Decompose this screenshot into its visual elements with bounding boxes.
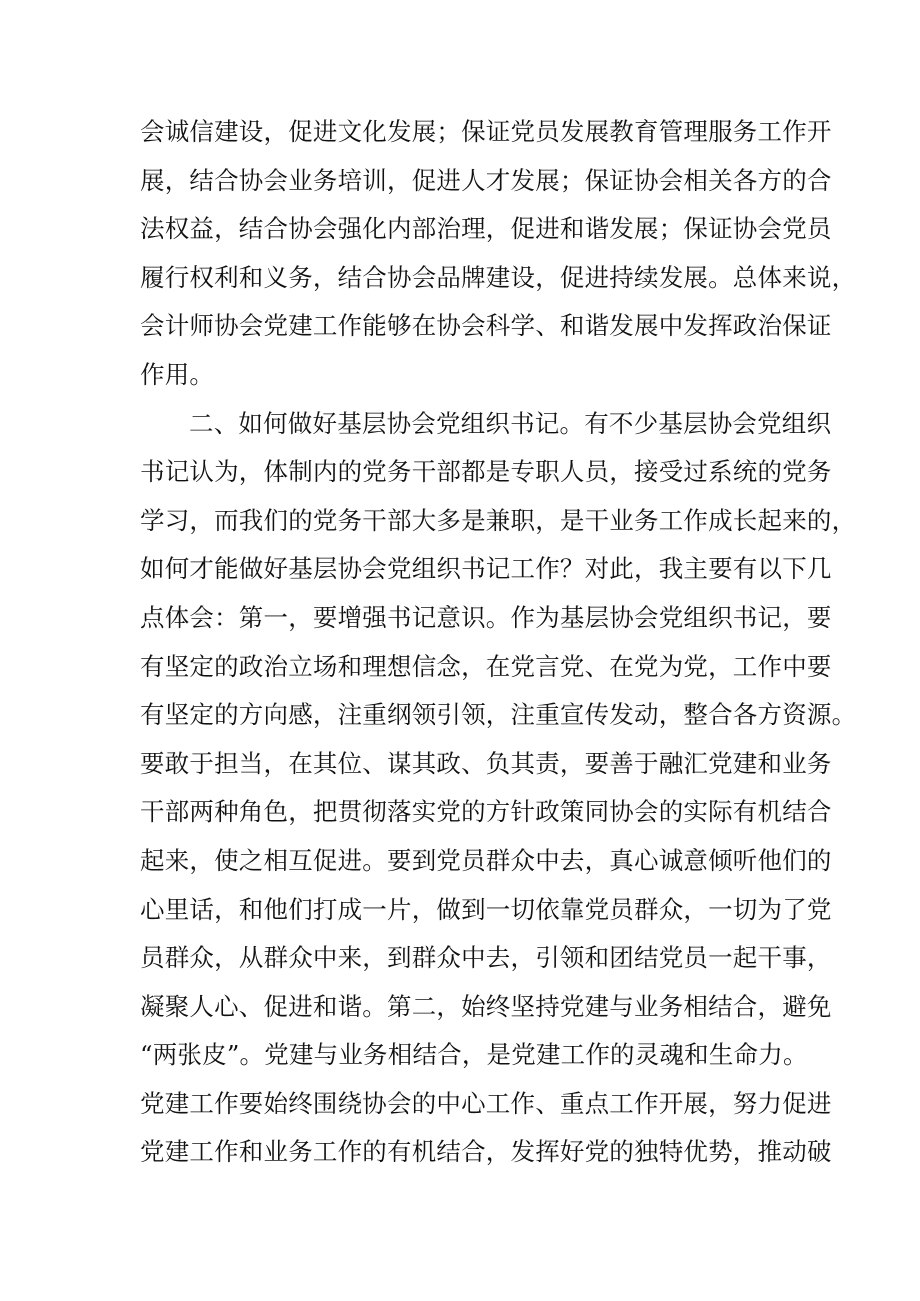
text-line: 会计师协会党建工作能够在协会科学、和谐发展中发挥政治保证 (140, 311, 832, 341)
text-line: 点体会：第一，要增强书记意识。作为基层协会党组织书记，要 (140, 602, 832, 632)
text-line: 起来，使之相互促进。要到党员群众中去，真心诚意倾听他们的 (140, 845, 832, 875)
text-line: 凝聚人心、促进和谐。第二，始终坚持党建与业务相结合，避免 (140, 991, 832, 1021)
text-line: 有坚定的方向感，注重纲领引领，注重宣传发动，整合各方资源。 (140, 700, 857, 730)
text-line: 履行权利和义务，结合协会品牌建设，促进持续发展。总体来说， (140, 262, 857, 292)
text-line: 法权益，结合协会强化内部治理，促进和谐发展；保证协会党员 (140, 214, 832, 244)
text-line: 展，结合协会业务培训，促进人才发展；保证协会相关各方的合 (140, 165, 832, 195)
text-line: 学习，而我们的党务干部大多是兼职，是干业务工作成长起来的， (140, 505, 857, 535)
text-line: 要敢于担当，在其位、谋其政、负其责，要善于融汇党建和业务 (140, 748, 832, 778)
text-line: “两张皮”。党建与业务相结合，是党建工作的灵魂和生命力。 (140, 1040, 808, 1070)
text-line: 党建工作要始终围绕协会的中心工作、重点工作开展，努力促进 (140, 1088, 832, 1118)
section-heading-line: 二、如何做好基层协会党组织书记。有不少基层协会党组织 (189, 408, 832, 438)
text-line: 如何才能做好基层协会党组织书记工作？对此，我主要有以下几 (140, 554, 832, 584)
text-line: 心里话，和他们打成一片，做到一切依靠党员群众，一切为了党 (140, 894, 832, 924)
body-text (140, 108, 857, 1177)
text-line: 会诚信建设，促进文化发展；保证党员发展教育管理服务工作开 (140, 117, 832, 146)
text-line: 党建工作和业务工作的有机结合，发挥好党的独特优势，推动破 (140, 1137, 832, 1167)
text-line: 书记认为，体制内的党务干部都是专职人员，接受过系统的党务 (140, 457, 832, 487)
text-line: 员群众，从群众中来，到群众中去，引领和团结党员一起干事， (140, 943, 832, 973)
text-line: 干部两种角色，把贯彻落实党的方针政策同协会的实际有机结合 (140, 797, 832, 827)
text-line: 作用。 (140, 359, 215, 389)
text-line: 有坚定的政治立场和理想信念，在党言党、在党为党，工作中要 (140, 651, 832, 681)
